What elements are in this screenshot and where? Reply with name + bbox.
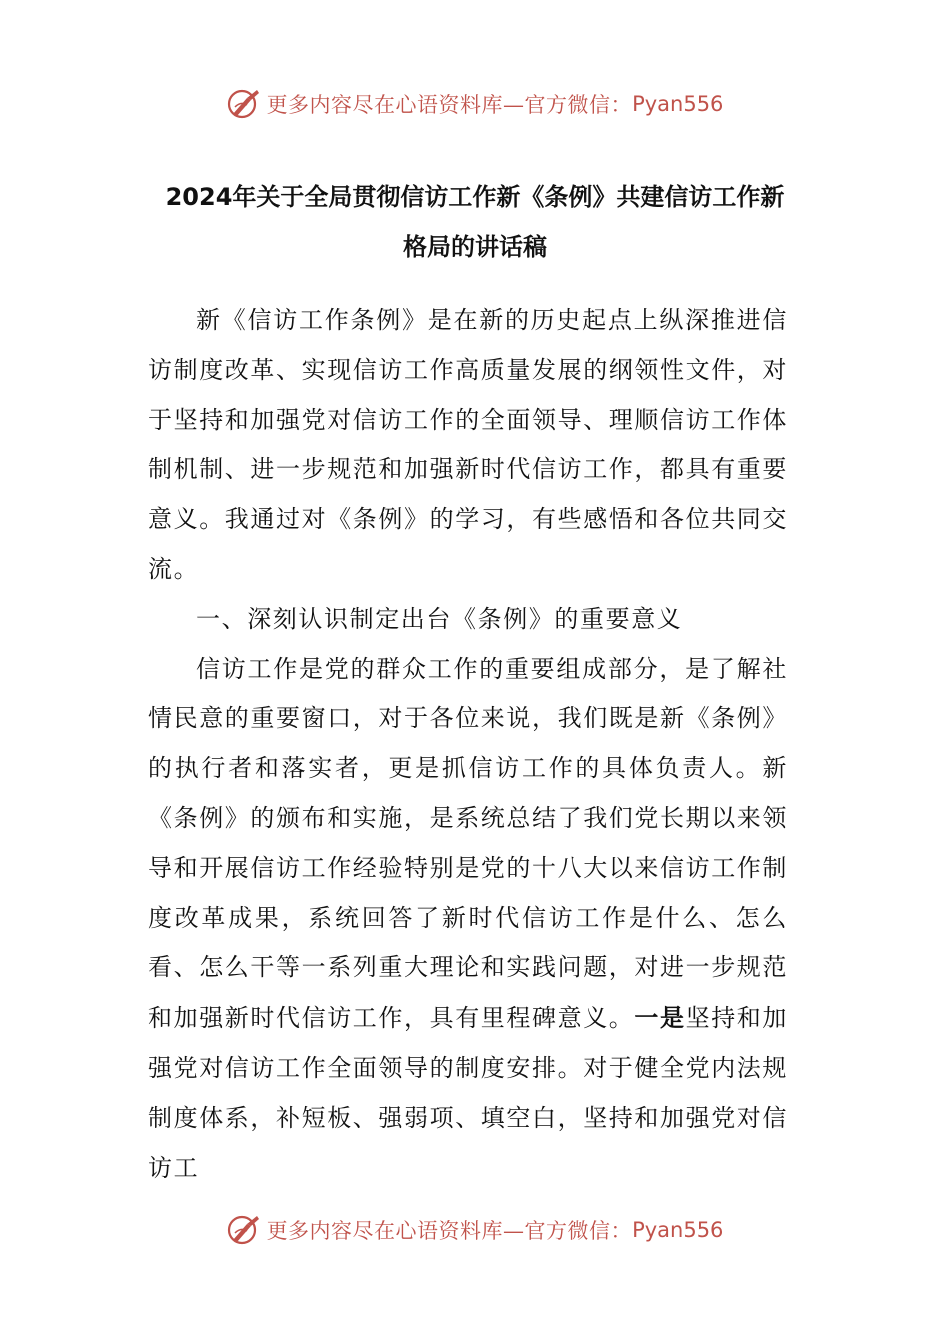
footer-banner — [0, 1210, 950, 1250]
header-banner — [0, 84, 950, 124]
brush-logo-icon — [227, 1213, 261, 1247]
document-body — [148, 296, 788, 1193]
banner-wechat-id: Pyan556 — [632, 1218, 724, 1242]
section-heading-1: 一、深刻认识制定出台《条例》的重要意义 — [196, 604, 683, 633]
document-title — [150, 172, 800, 272]
brush-logo-icon — [227, 87, 261, 121]
banner-wechat-id: Pyan556 — [632, 92, 724, 116]
title-line-2: 格局的讲话稿 — [403, 233, 547, 261]
paragraph-section-1-text-b: 坚持和加强党对信访工作全面领导的制度安排。对于健全党内法规制度体系，补短板、强弱项、填空白，坚持和加强党对信访工 — [148, 1004, 789, 1182]
paragraph-section-1 — [148, 645, 788, 1194]
paragraph-intro: 新《信访工作条例》是在新的历史起点上纵深推进信访制度改革、实现信访工作高质量发展的纲领性文件，对于坚持和加强党对信访工作的全面领导、理顺信访工作体制机制、进一步规范和加强新时代信访工作，都具有重要意义。我通过对《条例》的学习，有些感悟和各位共同交流。 — [148, 306, 788, 583]
banner-text: 更多内容尽在心语资料库—官方微信： — [266, 93, 633, 117]
banner-text: 更多内容尽在心语资料库—官方微信： — [266, 1219, 633, 1243]
title-line-1: 2024年关于全局贯彻信访工作新《条例》共建信访工作新 — [165, 183, 785, 211]
paragraph-section-1-bold: 一是 — [634, 1003, 686, 1033]
paragraph-section-1-text-a: 信访工作是党的群众工作的重要组成部分，是了解社情民意的重要窗口，对于各位来说，我们既是新《条例》的执行者和落实者，更是抓信访工作的具体负责人。新《条例》的颁布和实施，是系统总结了我们党长期以来领导和开展信访工作经验特别是党的十八大以来信访工作制度改革成果，系统回答了新时代信访工作是什么、怎么看、怎么干等一系列重大理论和实践问题，对进一步规范和加强新时代信访工作，具有里程碑意义。 — [148, 654, 788, 1033]
